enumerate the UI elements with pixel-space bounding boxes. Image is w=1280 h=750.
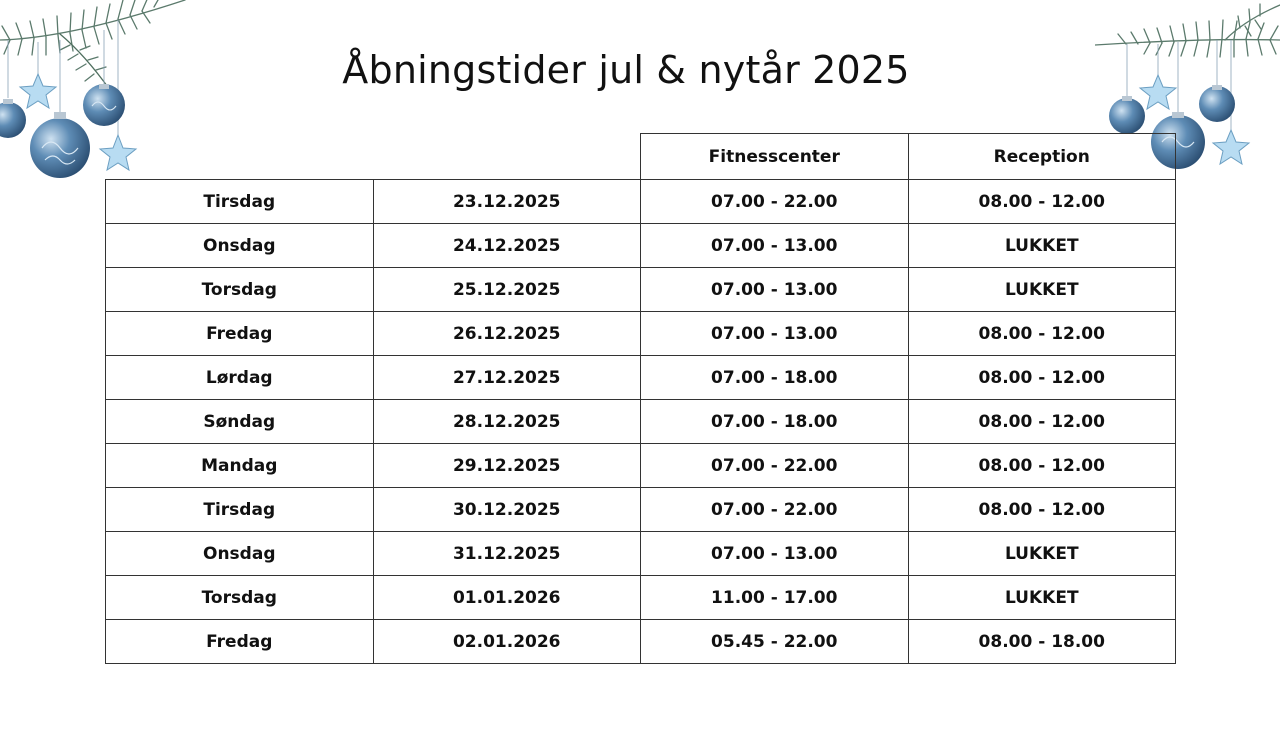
date-cell: 31.12.2025 xyxy=(373,532,641,576)
reception-hours-cell: LUKKET xyxy=(908,532,1176,576)
day-cell: Mandag xyxy=(106,444,374,488)
table-row xyxy=(106,224,1176,268)
header-blank-day xyxy=(106,134,374,180)
date-cell: 25.12.2025 xyxy=(373,268,641,312)
fitness-hours-cell: 07.00 - 18.00 xyxy=(641,400,909,444)
table-row xyxy=(106,312,1176,356)
date-cell: 28.12.2025 xyxy=(373,400,641,444)
reception-hours-cell: 08.00 - 12.00 xyxy=(908,356,1176,400)
header-blank-date xyxy=(373,134,641,180)
reception-hours-cell: 08.00 - 12.00 xyxy=(908,488,1176,532)
table-row xyxy=(106,180,1176,224)
reception-hours-cell: LUKKET xyxy=(908,268,1176,312)
table-row xyxy=(106,268,1176,312)
table-row xyxy=(106,576,1176,620)
date-cell: 26.12.2025 xyxy=(373,312,641,356)
fitness-hours-cell: 07.00 - 13.00 xyxy=(641,268,909,312)
opening-hours-table xyxy=(105,133,1176,664)
fitness-hours-cell: 07.00 - 22.00 xyxy=(641,180,909,224)
date-cell: 29.12.2025 xyxy=(373,444,641,488)
table-row xyxy=(106,488,1176,532)
date-cell: 02.01.2026 xyxy=(373,620,641,664)
date-cell: 30.12.2025 xyxy=(373,488,641,532)
reception-hours-cell: 08.00 - 12.00 xyxy=(908,180,1176,224)
fitness-hours-cell: 11.00 - 17.00 xyxy=(641,576,909,620)
date-cell: 01.01.2026 xyxy=(373,576,641,620)
date-cell: 23.12.2025 xyxy=(373,180,641,224)
day-cell: Onsdag xyxy=(106,224,374,268)
fitness-hours-cell: 07.00 - 18.00 xyxy=(641,356,909,400)
reception-hours-cell: 08.00 - 12.00 xyxy=(908,312,1176,356)
day-cell: Fredag xyxy=(106,620,374,664)
day-cell: Tirsdag xyxy=(106,180,374,224)
table-row xyxy=(106,532,1176,576)
date-cell: 27.12.2025 xyxy=(373,356,641,400)
fitness-hours-cell: 05.45 - 22.00 xyxy=(641,620,909,664)
day-cell: Lørdag xyxy=(106,356,374,400)
reception-hours-cell: LUKKET xyxy=(908,224,1176,268)
header-fitnesscenter: Fitnesscenter xyxy=(641,134,909,180)
reception-hours-cell: LUKKET xyxy=(908,576,1176,620)
reception-hours-cell: 08.00 - 18.00 xyxy=(908,620,1176,664)
fitness-hours-cell: 07.00 - 22.00 xyxy=(641,444,909,488)
day-cell: Onsdag xyxy=(106,532,374,576)
fitness-hours-cell: 07.00 - 13.00 xyxy=(641,532,909,576)
day-cell: Fredag xyxy=(106,312,374,356)
fitness-hours-cell: 07.00 - 13.00 xyxy=(641,224,909,268)
day-cell: Søndag xyxy=(106,400,374,444)
table-row xyxy=(106,400,1176,444)
table-row xyxy=(106,620,1176,664)
date-cell: 24.12.2025 xyxy=(373,224,641,268)
table-row xyxy=(106,356,1176,400)
table-header-row xyxy=(106,134,1176,180)
table-row xyxy=(106,444,1176,488)
fitness-hours-cell: 07.00 - 13.00 xyxy=(641,312,909,356)
page-title: Åbningstider jul & nytår 2025 xyxy=(342,48,910,92)
reception-hours-cell: 08.00 - 12.00 xyxy=(908,444,1176,488)
day-cell: Tirsdag xyxy=(106,488,374,532)
day-cell: Torsdag xyxy=(106,576,374,620)
fitness-hours-cell: 07.00 - 22.00 xyxy=(641,488,909,532)
reception-hours-cell: 08.00 - 12.00 xyxy=(908,400,1176,444)
day-cell: Torsdag xyxy=(106,268,374,312)
header-reception: Reception xyxy=(908,134,1176,180)
